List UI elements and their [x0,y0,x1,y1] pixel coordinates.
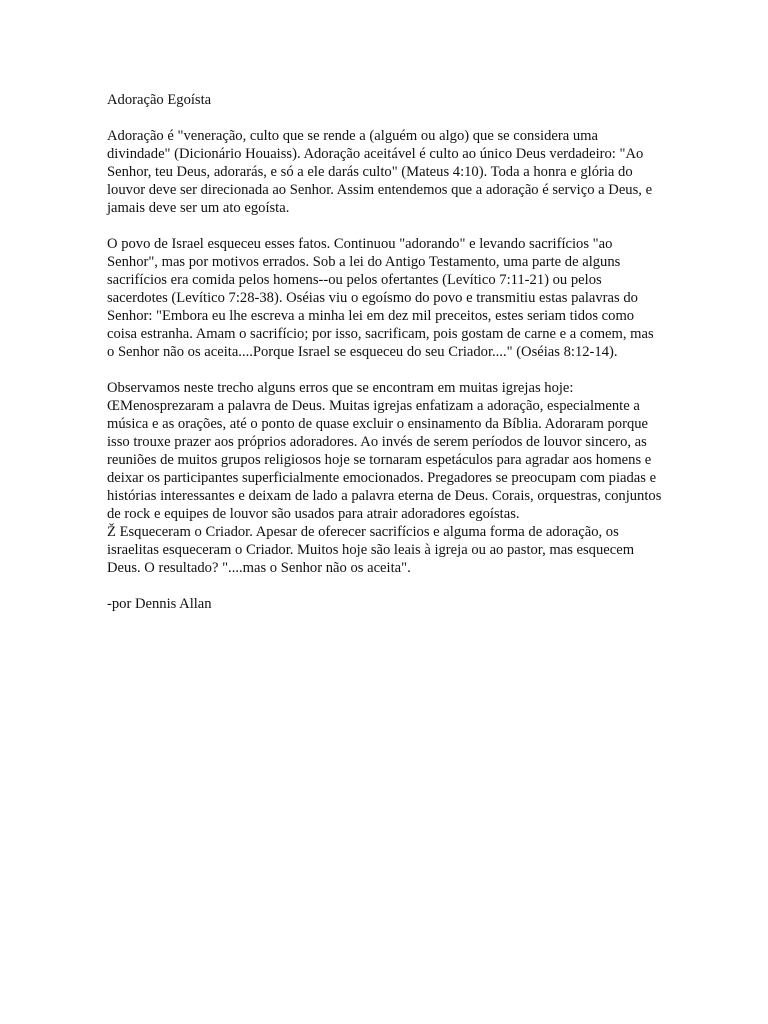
paragraph-point-two: Ž Esqueceram o Criador. Apesar de oferecer sacrifícios e alguma forma de adoração, os israelitas esqueceram o Criador. Muitos hoje são leais à igreja ou ao pastor, mas esquecem Deus. O resultado? "....mas o Senhor não os aceita". [107,524,635,576]
paragraph-israel: O povo de Israel esqueceu esses fatos. Continuou "adorando" e levando sacrifícios "ao Senhor", mas por motivos errados. Sob a lei do Antigo Testamento, uma parte de alguns sacrifícios era comida pelos homens--ou pelos ofertantes (Levítico 7:11-21) ou pelos sacerdotes (Levítico 7:28-38). Oséias viu o egoísmo do povo e transmitiu estas palavras do Senhor: "Embora eu lhe escreva a minha lei em dez mil preceitos, estes seriam tidos como coisa estranha. Amam o sacrifício; por isso, sacrificam, pois gostam de carne e a comem, mas o Senhor não os aceita....Porque Israel se esqueceu do seu Criador...." (Oséias 8:12-14). [107,236,654,360]
document-title: Adoração Egoísta [107,92,212,108]
paragraph-point-one: ŒMenosprezaram a palavra de Deus. Muitas igrejas enfatizam a adoração, especialmente a música e as orações, até o ponto de quase excluir o ensinamento da Bíblia. Adoraram porque isso trouxe prazer aos próprios adoradores. Ao invés de serem períodos de louvor sincero, as reuniões de muitos grupos religiosos hoje se tornaram espetáculos para agradar aos homens e deixar os participantes superficialmente emocionados. Pregadores se preocupam com piadas e histórias interessantes e deixam de lado a palavra eterna de Deus. Corais, orquestras, conjuntos de rock e equipes de louvor são usados para atrair adoradores egoístas. [107,398,662,522]
paragraph-observations-intro: Observamos neste trecho alguns erros que se encontram em muitas igrejas hoje: [107,380,574,396]
paragraph-definition: Adoração é "veneração, culto que se rende a (alguém ou algo) que se considera uma divindade" (Dicionário Houaiss). Adoração aceitável é culto ao único Deus verdadeiro: "Ao Senhor, teu Deus, adorarás, e só a ele darás culto" (Mateus 4:10). Toda a honra e glória do louvor deve ser direcionada ao Senhor. Assim entendemos que a adoração é serviço a Deus, e jamais deve ser um ato egoísta. [107,128,653,216]
document-body [107,91,663,631]
author-signature: -por Dennis Allan [107,596,212,612]
